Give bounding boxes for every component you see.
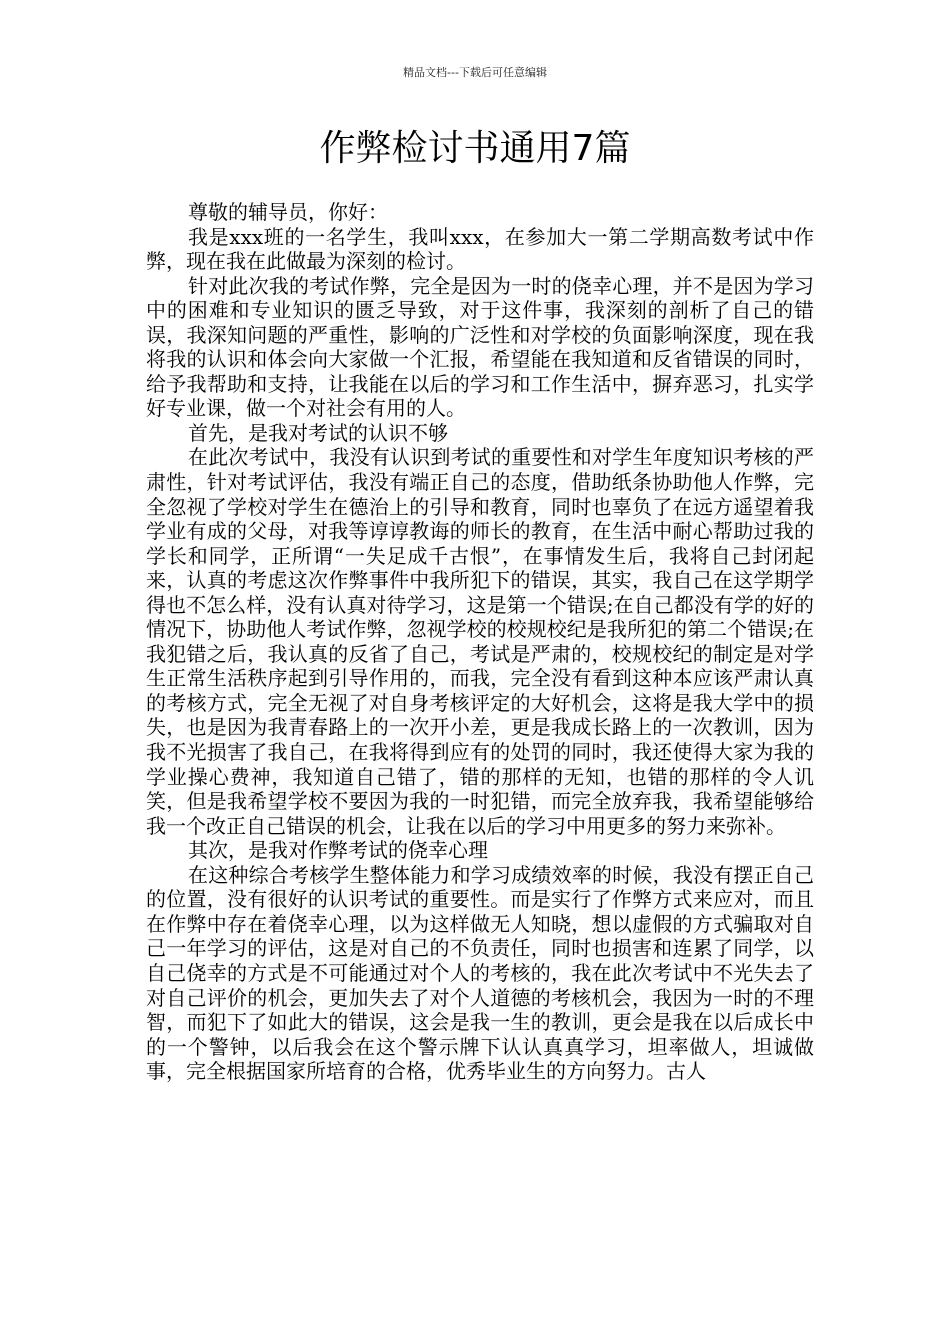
- paragraph-second-detail: 在这种综合考核学生整体能力和学习成绩效率的时候，我没有摆正自己的位置，没有很好的认识考试的重要性。而是实行了作弊方式来应对，而且在作弊中存在着侥幸心理，以为这样做无人知晓，想以虚假的方式骗取对自己一年学习的评估，这是对自己的不负责任，同时也损害和连累了同学，以自己侥幸的方式是不可能通过对个人的考核的，我在此次考试中不光失去了对自己评价的机会，更加失去了对个人道德的考核机会，我因为一时的不理智，而犯下了如此大的错误，这会是我一生的教训，更会是我在以后成长中的一个警钟，以后我会在这个警示牌下认认真真学习，坦率做人，坦诚做事，完全根据国家所培育的合格，优秀毕业生的方向努力。古人: [146, 862, 814, 1084]
- paragraph-greeting: 尊敬的辅导员，你好：: [188, 200, 388, 224]
- paragraph-first-detail: 在此次考试中，我没有认识到考试的重要性和对学生年度知识考核的严肃性，针对考试评估，我没有端正自己的态度，借助纸条协助他人作弊，完全忽视了学校对学生在德治上的引导和教育，同时也辜负了在远方遥望着我学业有成的父母，对我等谆谆教诲的师长的教育，在生活中耐心帮助过我的学长和同学，正所谓“一失足成千古恨”，在事情发生后，我将自己封闭起来，认真的考虑这次作弊事件中我所犯下的错误，其实，我自己在这学期学得也不怎么样，没有认真对待学习，这是第一个错误;在自己都没有学的好的情况下，协助他人考试作弊，忽视学校的校规校纪是我所犯的第二个错误;在我犯错之后，我认真的反省了自己，考试是严肃的，校规校纪的制定是对学生正常生活秩序起到引导作用的，而我，完全没有看到这种本应该严肃认真的考核方式，完全无视了对自身考核评定的大好机会，这将是我大学中的损失，也是因为我青春路上的一次开小差，更是我成长路上的一次教训，因为我不光损害了我自己，在我将得到应有的处罚的同时，我还使得大家为我的学业操心费神，我知道自己错了，错的那样的无知，也错的那样的令人讥笑，但是我希望学校不要因为我的一时犯错，而完全放弃我，我希望能够给我一个改正自己错误的机会，让我在以后的学习中用更多的努力来弥补。: [146, 445, 814, 838]
- document-title: 作弊检讨书通用7篇: [319, 128, 631, 169]
- paragraph-reflection: 针对此次我的考试作弊，完全是因为一时的侥幸心理，并不是因为学习中的困难和专业知识的匮乏导致，对于这件事，我深刻的剖析了自己的错误，我深知问题的严重性，影响的广泛性和对学校的负面影响深度，现在我将我的认识和体会向大家做一个汇报，希望能在我知道和反省错误的同时，给予我帮助和支持，让我能在以后的学习和工作生活中，摒弃恶习，扎实学好专业课，做一个对社会有用的人。: [146, 273, 814, 421]
- paragraph-intro: 我是xxx班的一名学生，我叫xxx，在参加大一第二学期高数考试中作弊，现在我在此做最为深刻的检讨。: [146, 224, 814, 274]
- header-note: 精品文档---下载后可任意编辑: [403, 66, 547, 79]
- paragraph-heading-second: 其次，是我对作弊考试的侥幸心理: [188, 838, 488, 863]
- paragraph-heading-first: 首先，是我对考试的认识不够: [188, 420, 448, 445]
- document-body: [146, 200, 814, 1084]
